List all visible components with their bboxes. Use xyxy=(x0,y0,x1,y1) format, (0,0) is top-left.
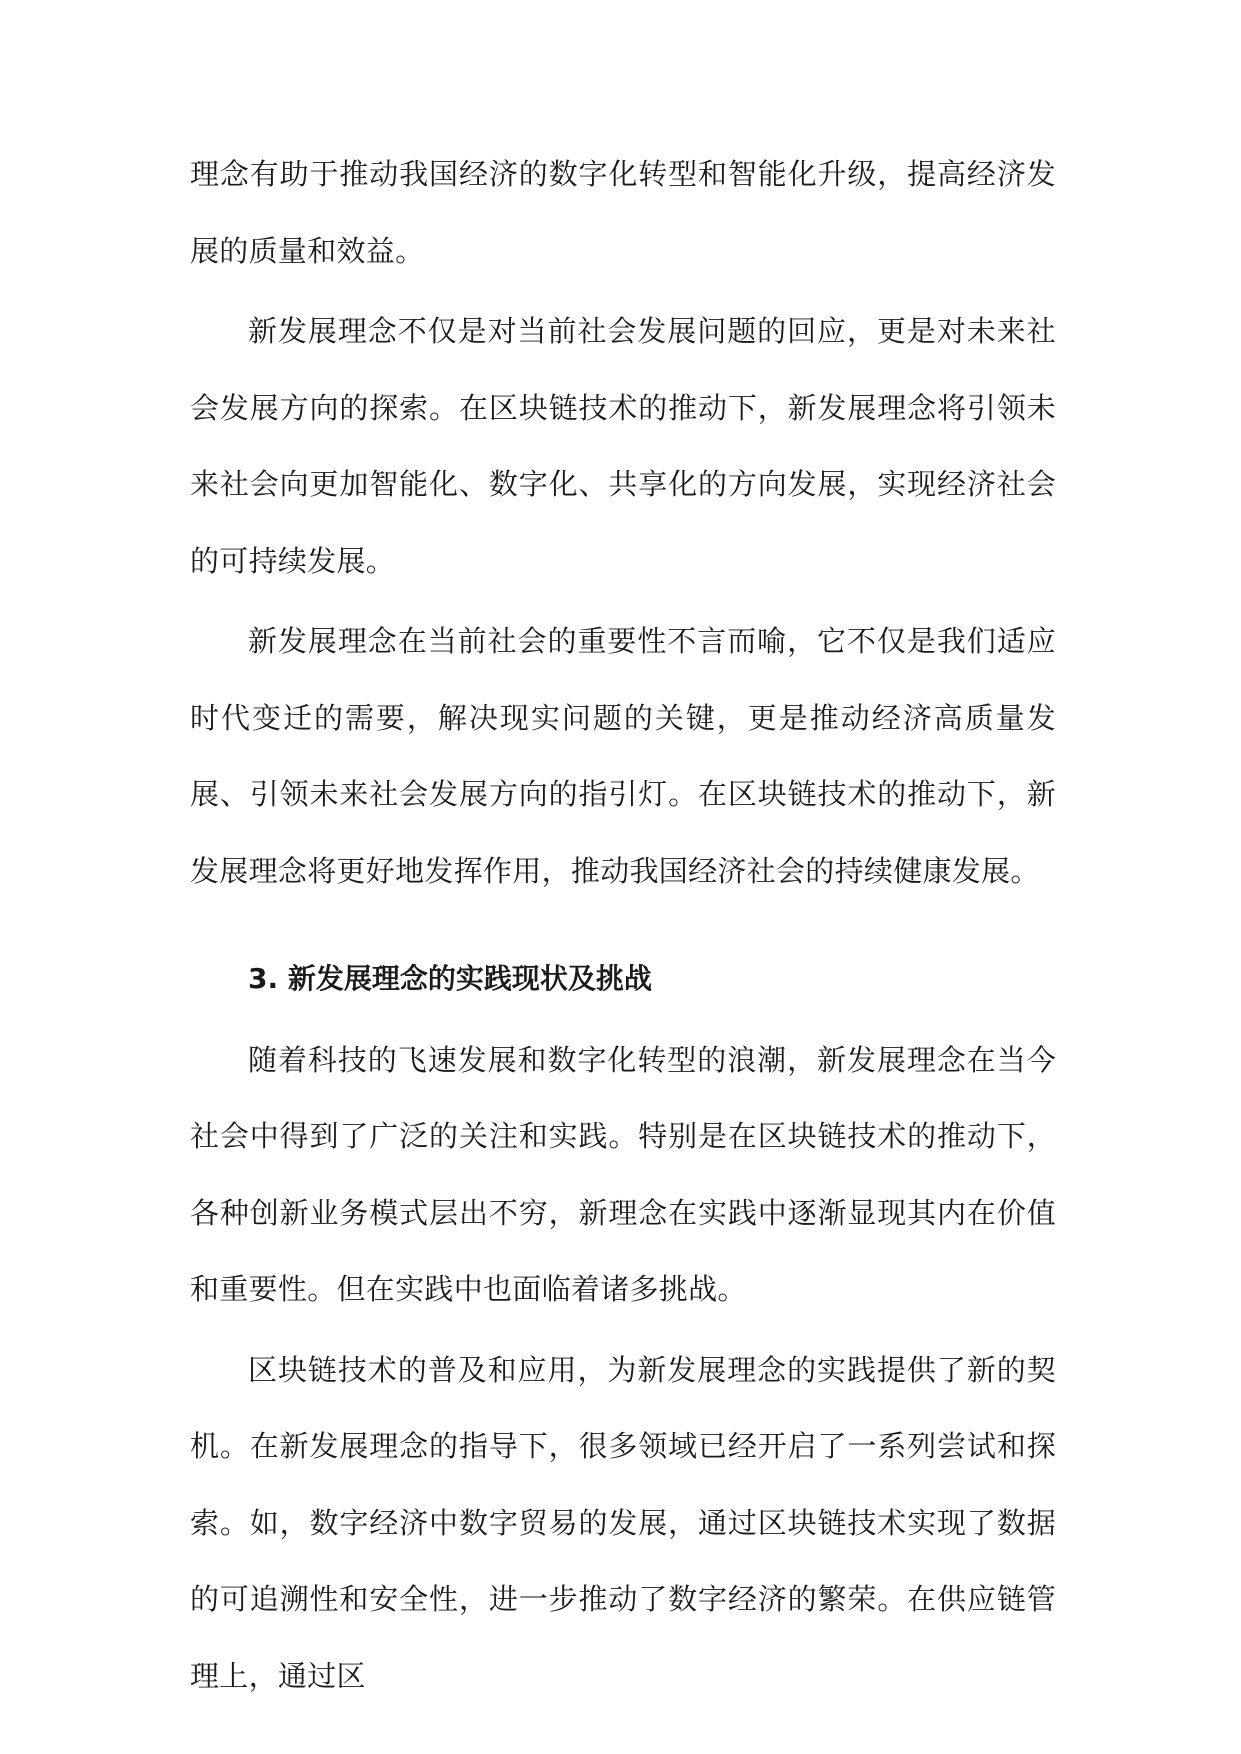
paragraph: 随着科技的飞速发展和数字化转型的浪潮，新发展理念在当今社会中得到了广泛的关注和实践。特别是在区块链技术的推动下，各种创新业务模式层出不穷，新理念在实践中逐渐显现其内在价值和重要性。但在实践中也面临着诸多挑战。 xyxy=(190,1042,1056,1306)
paragraph: 新发展理念在当前社会的重要性不言而喻，它不仅是我们适应时代变迁的需要，解决现实问题的关键，更是推动经济高质量发展、引领未来社会发展方向的指引灯。在区块链技术的推动下，新发展理念将更好地发挥作用，推动我国经济社会的持续健康发展。 xyxy=(190,624,1056,888)
paragraph-continuation: 理念有助于推动我国经济的数字化转型和智能化升级，提高经济发展的质量和效益。 xyxy=(190,157,1056,268)
section-heading: 3. 新发展理念的实践现状及挑战 xyxy=(248,962,652,995)
paragraph: 新发展理念不仅是对当前社会发展问题的回应，更是对未来社会发展方向的探索。在区块链技术的推动下，新发展理念将引领未来社会向更加智能化、数字化、共享化的方向发展，实现经济社会的可持续发展。 xyxy=(190,314,1056,578)
document-body xyxy=(190,136,1056,1718)
paragraph: 区块链技术的普及和应用，为新发展理念的实践提供了新的契机。在新发展理念的指导下，很多领域已经开启了一系列尝试和探索。如，数字经济中数字贸易的发展，通过区块链技术实现了数据的可追溯性和安全性，进一步推动了数字经济的繁荣。在供应链管理上，通过区 xyxy=(190,1352,1056,1693)
